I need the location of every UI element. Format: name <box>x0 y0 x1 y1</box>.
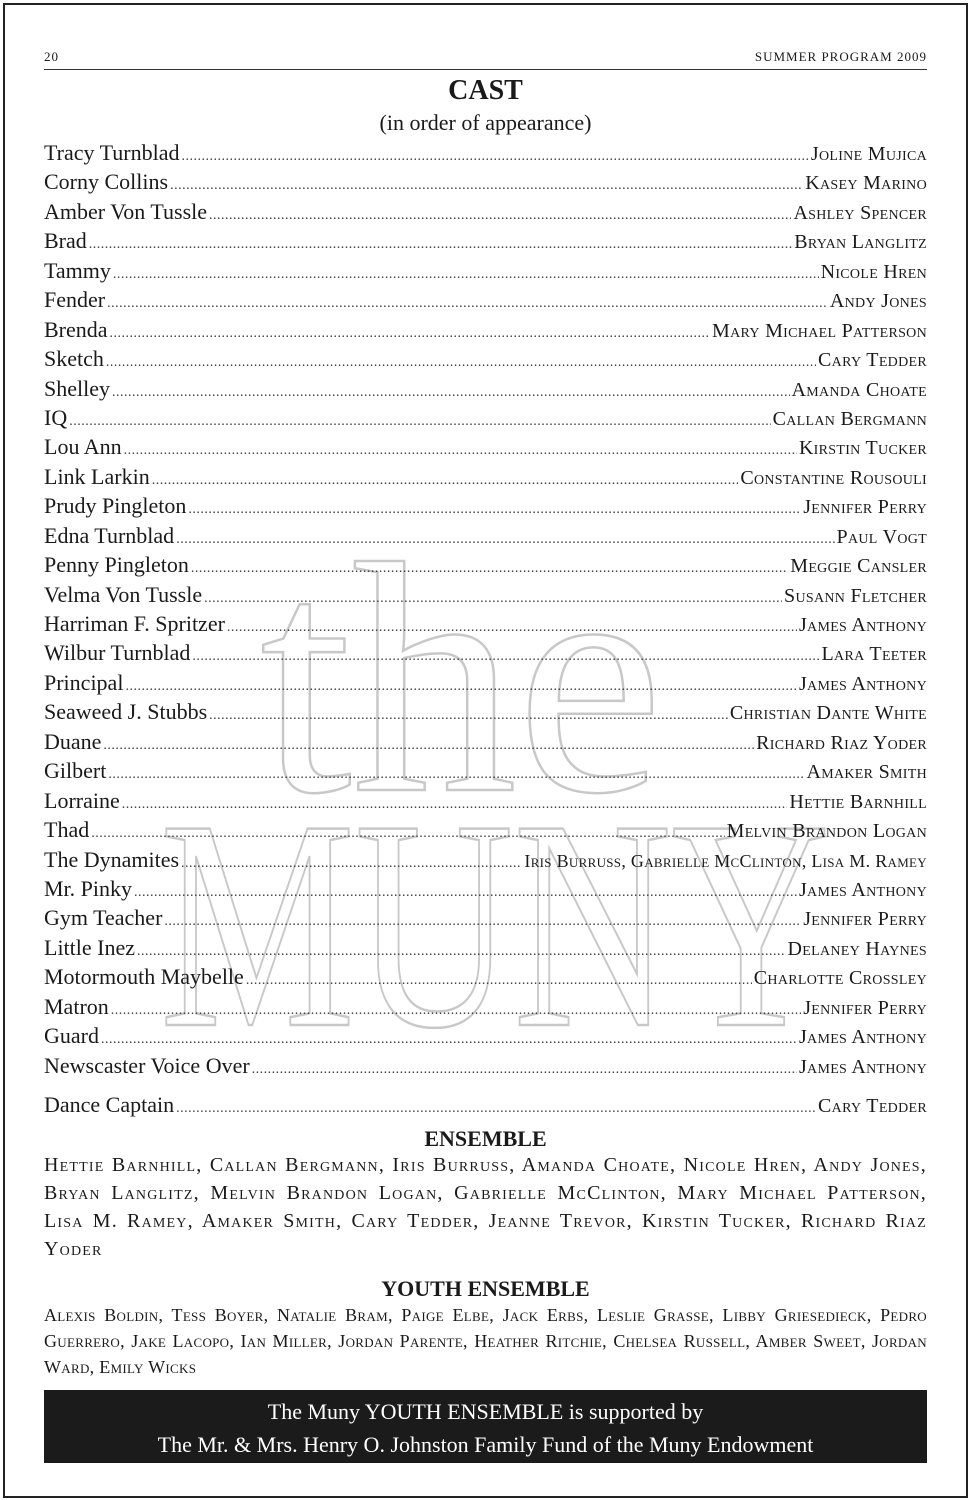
role-name: The Dynamites <box>44 846 180 872</box>
cast-row <box>44 611 927 640</box>
cast-row <box>44 169 927 198</box>
leader-dots <box>111 1003 801 1019</box>
role-name: Duane <box>44 728 102 754</box>
role-name: Prudy Pingleton <box>44 493 187 519</box>
leader-dots <box>110 326 711 342</box>
cast-row <box>44 758 927 787</box>
cast-row <box>44 552 927 581</box>
leader-dots <box>108 767 804 783</box>
actor-name: Lara Teeter <box>821 643 927 666</box>
cast-row <box>44 464 927 493</box>
role-name: Brenda <box>44 316 108 342</box>
role-name: Wilbur Turnblad <box>44 640 191 666</box>
leader-dots <box>103 738 754 754</box>
youth-ensemble-heading: YOUTH ENSEMBLE <box>381 1276 590 1301</box>
cast-row <box>44 817 927 846</box>
leader-dots <box>191 561 788 577</box>
cast-row <box>44 493 927 522</box>
cast-row <box>44 1053 927 1082</box>
cast-row <box>44 905 927 934</box>
leader-dots <box>113 267 819 283</box>
actor-name: Bryan Langlitz <box>794 231 927 254</box>
actor-name: Iris Burruss, Gabrielle McClinton, Lisa M. Ramey <box>524 850 927 871</box>
cast-row <box>44 847 927 876</box>
actor-name: Amanda Choate <box>791 378 927 401</box>
cast-row <box>44 699 927 728</box>
role-name: Seaweed J. Stubbs <box>44 699 208 725</box>
leader-dots <box>125 679 797 695</box>
watermark-word-muny: MUNY <box>160 758 830 1040</box>
ensemble-names: Hettie Barnhill, Callan Bergmann, Iris Burruss, Amanda Choate, Nicole Hren, Andy Jones, Bryan Langlitz, Melvin Brandon Logan, Gabrielle McClinton, Mary Michael Patterson, Lisa M. Ramey, Amaker Smith, Cary Tedder, Jeanne Trevor, Kirstin Tucker, Richard Riaz Yoder <box>44 1154 927 1260</box>
role-name: Mr. Pinky <box>44 875 133 901</box>
leader-dots <box>89 237 792 253</box>
leader-dots <box>176 532 834 548</box>
actor-name: Hettie Barnhill <box>789 790 927 813</box>
actor-name: Delaney Haynes <box>787 937 927 960</box>
cast-row <box>44 876 927 905</box>
leader-dots <box>182 149 809 165</box>
page-number: 20 <box>44 49 59 64</box>
actor-name: Christian Dante White <box>729 702 927 725</box>
actor-name: Mary Michael Patterson <box>712 319 927 342</box>
cast-row <box>44 640 927 669</box>
role-name: Thad <box>44 817 90 843</box>
leader-dots <box>204 591 782 607</box>
leader-dots <box>181 856 522 872</box>
cast-row <box>44 729 927 758</box>
leader-dots <box>209 208 791 224</box>
actor-name: Cary Tedder <box>818 1095 927 1117</box>
cast-row <box>44 582 927 611</box>
actor-name: Nicole Hren <box>820 260 927 283</box>
cast-row <box>44 346 927 375</box>
role-name: Amber Von Tussle <box>44 198 208 224</box>
role-name: Gilbert <box>44 758 107 784</box>
cast-row <box>44 258 927 287</box>
leader-dots <box>91 826 724 842</box>
leader-dots <box>152 473 739 489</box>
program-title: SUMMER PROGRAM 2009 <box>754 49 927 64</box>
role-name: Lorraine <box>44 787 120 813</box>
role-name: Penny Pingleton <box>44 552 189 578</box>
dance-captain-row <box>44 1092 927 1121</box>
actor-name: Kirstin Tucker <box>798 437 927 460</box>
leader-dots <box>188 502 801 518</box>
cast-row <box>44 287 927 316</box>
role-name: Lou Ann <box>44 434 122 460</box>
cast-row <box>44 434 927 463</box>
cast-row <box>44 199 927 228</box>
leader-dots <box>192 649 819 665</box>
role-name: Link Larkin <box>44 463 150 489</box>
leader-dots <box>134 885 797 901</box>
role-name: Shelley <box>44 375 110 401</box>
role-name: Sketch <box>44 346 104 372</box>
leader-dots <box>170 178 803 194</box>
cast-row <box>44 1023 927 1052</box>
cast-row <box>44 140 927 169</box>
leader-dots <box>122 797 788 813</box>
leader-dots <box>137 944 786 960</box>
role-name: Tammy <box>44 257 111 283</box>
page-subtitle: (in order of appearance) <box>379 110 592 135</box>
cast-row <box>44 228 927 257</box>
sponsor-line-1: The Muny YOUTH ENSEMBLE is supported by <box>267 1399 704 1424</box>
role-name: Edna Turnblad <box>44 522 175 548</box>
header-rule <box>44 69 927 70</box>
role-name: Principal <box>44 669 124 695</box>
actor-name: Joline Mujica <box>810 143 927 165</box>
actor-name: Paul Vogt <box>836 525 927 548</box>
role-name: Brad <box>44 228 87 254</box>
leader-dots <box>112 385 790 401</box>
leader-dots <box>246 973 752 989</box>
actor-name: Callan Bergmann <box>772 407 927 430</box>
actor-name: Jennifer Perry <box>803 996 927 1019</box>
running-header <box>44 49 927 69</box>
leader-dots <box>107 296 828 312</box>
page-title: CAST <box>448 75 523 106</box>
actor-name: Constantine Rousouli <box>740 466 927 489</box>
cast-row <box>44 964 927 993</box>
youth-ensemble-names: Alexis Boldin, Tess Boyer, Natalie Bram, Paige Elbe, Jack Erbs, Leslie Grasse, Libby Griesedieck, Pedro Guerrero, Jake Lacopo, Ian Miller, Jordan Parente, Heather Ritchie, Chelsea Russell, Amber Sweet, Jordan Ward, Emily Wicks <box>44 1305 927 1377</box>
cast-row <box>44 670 927 699</box>
role-name: Gym Teacher <box>44 905 163 931</box>
actor-name: Cary Tedder <box>818 349 927 372</box>
leader-dots <box>101 1032 797 1048</box>
actor-name: Ashley Spencer <box>793 201 927 224</box>
actor-name: Jennifer Perry <box>803 496 927 519</box>
role-name: Fender <box>44 287 106 313</box>
sponsor-banner <box>44 1390 927 1463</box>
leader-dots <box>124 443 797 459</box>
actor-name: Kasey Marino <box>805 172 927 195</box>
cast-row <box>44 935 927 964</box>
actor-name: James Anthony <box>798 1026 927 1049</box>
leader-dots <box>252 1062 797 1078</box>
role-name: Velma Von Tussle <box>44 581 203 607</box>
actor-name: Susann Fletcher <box>784 584 927 607</box>
role-name: Harriman F. Spritzer <box>44 611 225 636</box>
cast-list <box>44 140 927 1121</box>
actor-name: James Anthony <box>798 878 927 901</box>
role-name: IQ <box>44 404 68 430</box>
cast-row <box>44 523 927 552</box>
leader-dots <box>69 414 770 430</box>
actor-name: Charlotte Crossley <box>753 967 927 990</box>
actor-name: James Anthony <box>798 672 927 695</box>
leader-dots <box>176 1101 816 1117</box>
cast-row <box>44 317 927 346</box>
role-name: Tracy Turnblad <box>44 140 180 165</box>
cast-row <box>44 788 927 817</box>
watermark-word-the: the <box>260 520 664 862</box>
actor-name: James Anthony <box>798 1055 927 1078</box>
role-name: Dance Captain <box>44 1092 175 1117</box>
actor-name: Jennifer Perry <box>803 908 927 931</box>
actor-name: Andy Jones <box>829 290 927 313</box>
role-name: Guard <box>44 1023 99 1049</box>
role-name: Little Inez <box>44 934 136 960</box>
leader-dots <box>227 620 797 636</box>
ensemble-heading: ENSEMBLE <box>424 1126 547 1151</box>
cast-row <box>44 994 927 1023</box>
role-name: Motormouth Maybelle <box>44 964 244 990</box>
actor-name: Richard Riaz Yoder <box>756 731 927 754</box>
actor-name: Melvin Brandon Logan <box>726 820 927 843</box>
sponsor-line-2: The Mr. & Mrs. Henry O. Johnston Family Fund of the Muny Endowment <box>157 1432 814 1457</box>
role-name: Corny Collins <box>44 169 169 195</box>
leader-dots <box>209 708 728 724</box>
role-name: Matron <box>44 993 109 1019</box>
actor-name: James Anthony <box>798 614 927 636</box>
leader-dots <box>164 914 801 930</box>
role-name: Newscaster Voice Over <box>44 1052 250 1078</box>
actor-name: Meggie Cansler <box>790 555 927 578</box>
leader-dots <box>106 355 816 371</box>
actor-name: Amaker Smith <box>806 761 927 784</box>
cast-row <box>44 376 927 405</box>
cast-row <box>44 405 927 434</box>
